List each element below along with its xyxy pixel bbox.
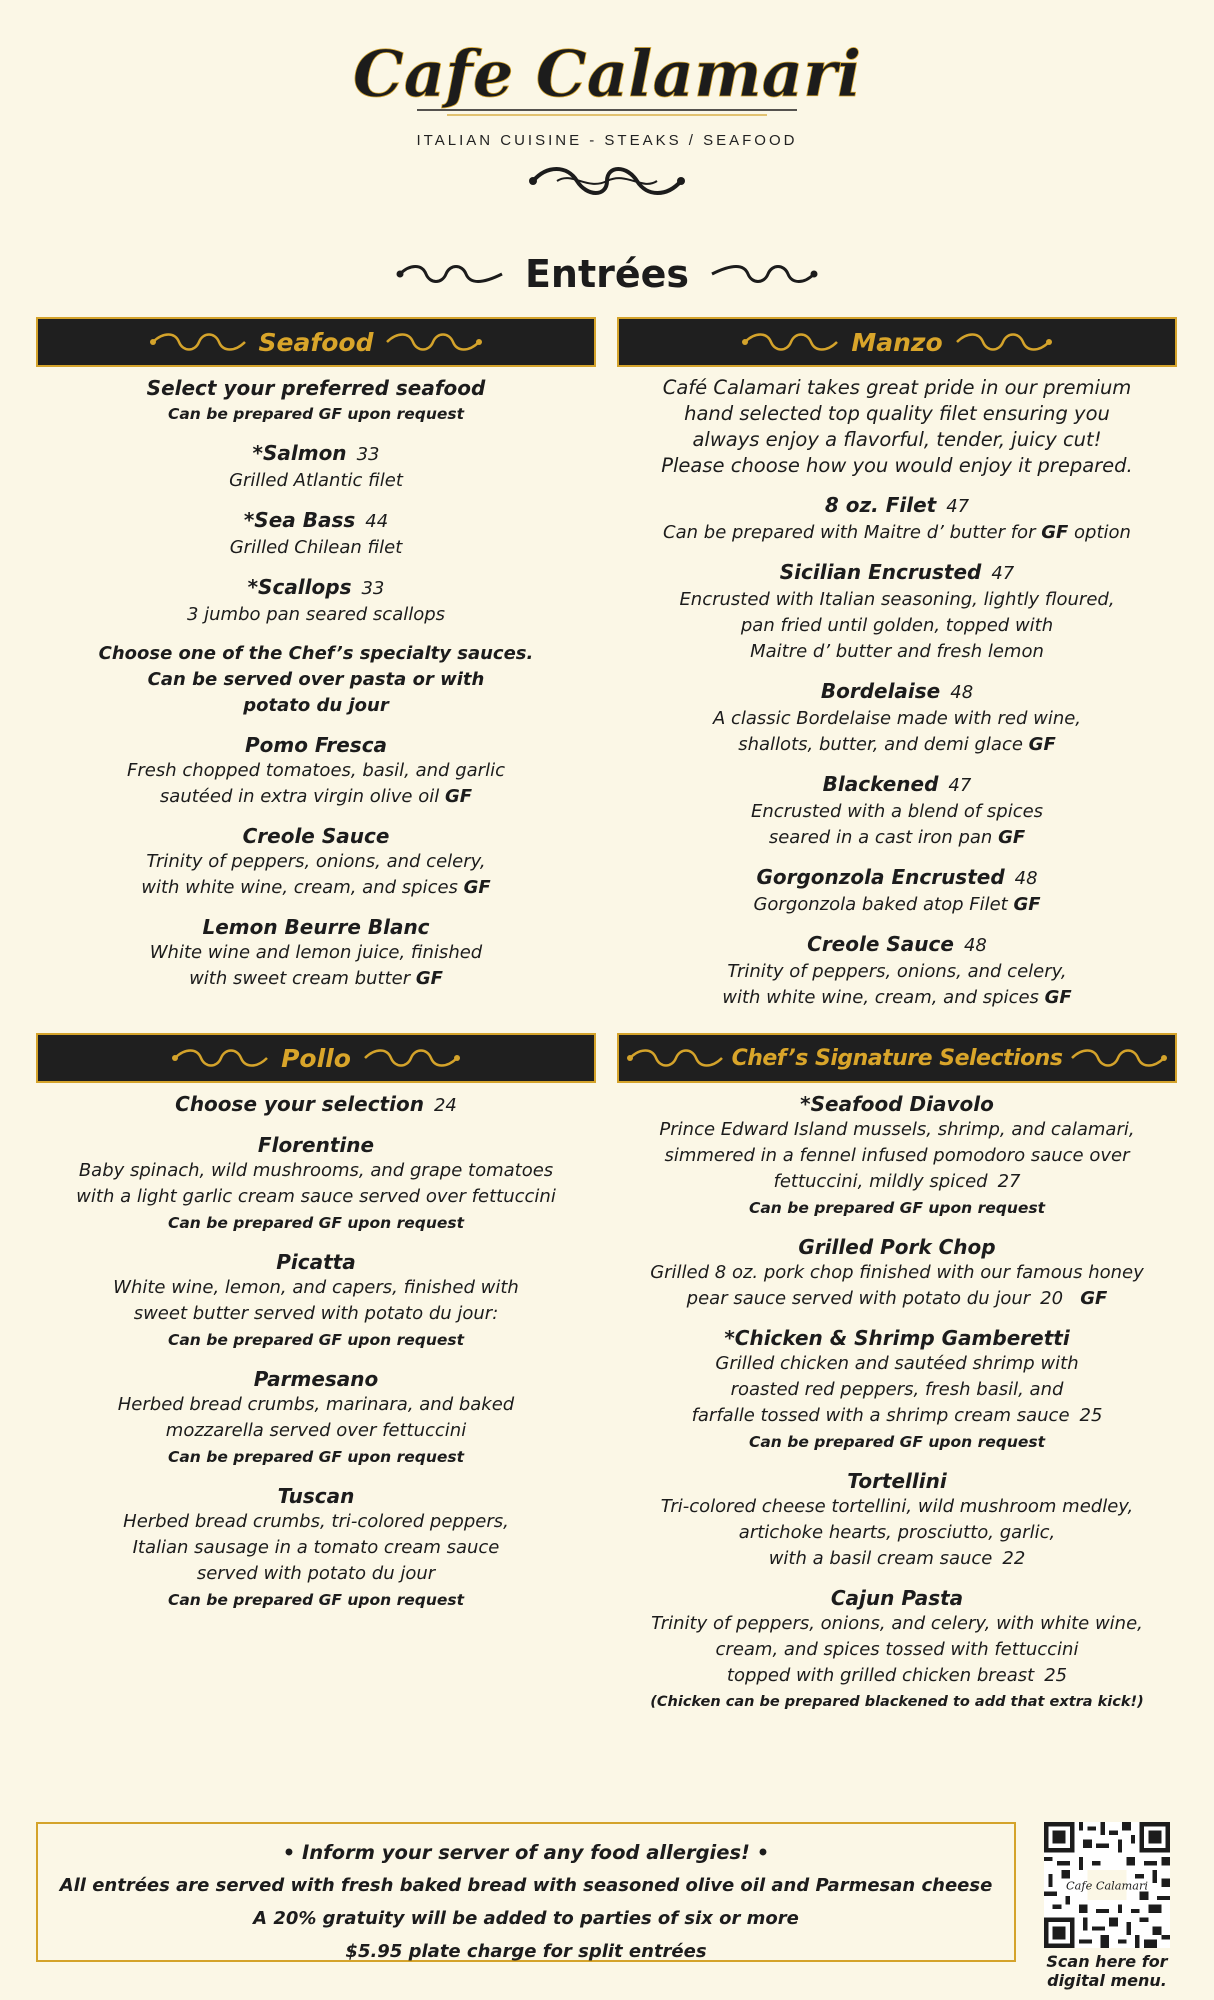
signature-section <box>617 1033 1177 1715</box>
item-desc: Maitre d’ butter and fresh lemon <box>750 641 1044 662</box>
item-desc: Grilled Chilean filet <box>229 537 403 558</box>
sauce-intro-line: potato du jour <box>243 695 389 716</box>
gf-label: GF <box>998 827 1026 848</box>
item-desc: Trinity of peppers, onions, and celery, <box>727 961 1067 982</box>
page-title: Entrées <box>524 252 690 296</box>
qr-code-icon[interactable] <box>1044 1822 1170 1948</box>
seafood-banner <box>36 317 596 367</box>
menu-item <box>617 1585 1177 1715</box>
gf-label: GF <box>1080 1288 1108 1309</box>
banner-flourish-icon <box>383 332 483 352</box>
item-name: *Scallops <box>247 575 352 599</box>
manzo-intro <box>617 375 1177 479</box>
item-desc: roasted red peppers, fresh basil, and <box>730 1379 1064 1400</box>
item-desc: Prince Edward Island mussels, shrimp, and calamari, <box>659 1119 1135 1140</box>
item-desc: White wine and lemon juice, finished <box>149 942 483 963</box>
gf-label: GF <box>1041 522 1069 543</box>
item-desc: seared in a cast iron pan <box>768 827 993 848</box>
item-name: 8 oz. Filet <box>824 493 937 517</box>
menu-item <box>36 914 596 992</box>
intro-line: Café Calamari takes great pride in our premium <box>662 376 1132 399</box>
banner-flourish-icon <box>149 332 249 352</box>
pollo-banner <box>36 1033 596 1083</box>
item-price: 33 <box>356 444 380 465</box>
menu-item <box>36 574 596 628</box>
sauce-intro-line: Choose one of the Chef’s specialty sauces. <box>98 643 534 664</box>
sauce-intro <box>36 641 596 719</box>
qr-caption <box>1034 1952 1180 1990</box>
signature-banner <box>617 1033 1177 1083</box>
item-name: Florentine <box>257 1133 375 1157</box>
item-desc: option <box>1074 522 1131 543</box>
intro-line: Please choose how you would enjoy it prepared. <box>661 454 1133 477</box>
menu-item <box>617 1234 1177 1312</box>
item-desc: Fresh chopped tomatoes, basil, and garlic <box>127 760 505 781</box>
bread-notice: All entrées are served with fresh baked bread with seasoned olive oil and Parmesan cheese <box>59 1875 993 1896</box>
menu-header <box>0 30 1214 199</box>
item-name: Creole Sauce <box>807 932 954 956</box>
item-name: Bordelaise <box>820 679 941 703</box>
menu-item <box>36 732 596 810</box>
left-flourish-icon <box>396 262 506 286</box>
item-note: Can be prepared GF upon request <box>748 1199 1046 1217</box>
gratuity-notice: A 20% gratuity will be added to parties of six or more <box>253 1908 799 1929</box>
gf-label: GF <box>415 968 443 989</box>
item-name: Grilled Pork Chop <box>798 1235 996 1259</box>
gf-label: GF <box>1044 987 1072 1008</box>
gf-label: GF <box>1028 734 1056 755</box>
item-desc: fettuccini, mildly spiced <box>773 1171 988 1192</box>
item-name: *Sea Bass <box>243 508 356 532</box>
item-desc: Gorgonzola baked atop Filet <box>753 894 1008 915</box>
seafood-section <box>36 317 596 992</box>
item-desc: Herbed bread crumbs, tri-colored peppers, <box>123 1511 509 1532</box>
banner-flourish-icon <box>953 332 1053 352</box>
item-price: 47 <box>948 775 972 796</box>
item-desc: with white wine, cream, and spices <box>141 877 458 898</box>
item-desc: pan fried until golden, topped with <box>740 615 1054 636</box>
gf-label: GF <box>463 877 491 898</box>
menu-item <box>36 440 596 494</box>
item-note: Can be prepared GF upon request <box>167 1591 465 1609</box>
item-desc: Italian sausage in a tomato cream sauce <box>132 1537 500 1558</box>
menu-item <box>617 559 1177 665</box>
item-desc: Trinity of peppers, onions, and celery, with white wine, <box>651 1613 1143 1634</box>
item-desc: with a light garlic cream sauce served over fettuccini <box>76 1186 556 1207</box>
item-price: 48 <box>950 682 974 703</box>
item-desc: 3 jumbo pan seared scallops <box>186 604 446 625</box>
menu-item <box>617 1468 1177 1572</box>
gf-label: GF <box>444 786 473 807</box>
item-desc: Baby spinach, wild mushrooms, and grape tomatoes <box>78 1160 554 1181</box>
item-desc: Trinity of peppers, onions, and celery, <box>146 851 486 872</box>
item-name: Picatta <box>276 1250 356 1274</box>
item-price: 44 <box>365 511 389 532</box>
menu-item <box>617 1091 1177 1221</box>
item-name: *Salmon <box>252 441 347 465</box>
item-desc: served with potato du jour <box>196 1563 436 1584</box>
menu-item <box>36 1366 596 1470</box>
item-price: 48 <box>1014 868 1038 889</box>
item-desc: sweet butter served with potato du jour: <box>133 1303 499 1324</box>
item-name: Cajun Pasta <box>830 1586 964 1610</box>
item-name: Lemon Beurre Blanc <box>202 915 430 939</box>
menu-item <box>617 931 1177 1011</box>
allergy-notice: • Inform your server of any food allergies! • <box>282 1841 770 1864</box>
item-desc: topped with grilled chicken breast <box>726 1665 1035 1686</box>
menu-item <box>617 864 1177 918</box>
intro-line: hand selected top quality filet ensuring you <box>684 402 1110 425</box>
item-name: Pomo Fresca <box>244 733 388 757</box>
manzo-banner <box>617 317 1177 367</box>
pollo-choose <box>36 1091 596 1119</box>
item-note: Can be prepared GF upon request <box>167 1448 465 1466</box>
item-name: Sicilian Encrusted <box>779 560 982 584</box>
banner-flourish-icon <box>361 1048 461 1068</box>
gf-label: GF <box>1013 894 1041 915</box>
item-name: *Seafood Diavolo <box>800 1092 994 1116</box>
item-desc: Tri-colored cheese tortellini, wild mushroom medley, <box>660 1496 1134 1517</box>
item-desc: cream, and spices tossed with fettuccini <box>715 1639 1079 1660</box>
item-desc: Encrusted with Italian seasoning, lightly floured, <box>679 589 1115 610</box>
menu-item <box>36 1483 596 1613</box>
item-desc: A classic Bordelaise made with red wine, <box>712 708 1082 729</box>
seafood-intro: Select your preferred seafood <box>146 376 486 400</box>
item-desc: pear sauce served with potato du jour <box>686 1288 1031 1309</box>
item-desc: shallots, butter, and demi glace <box>738 734 1023 755</box>
item-desc: with white wine, cream, and spices <box>722 987 1039 1008</box>
menu-item <box>36 1132 596 1236</box>
item-desc: farfalle tossed with a shrimp cream sauce <box>691 1405 1070 1426</box>
menu-item <box>36 823 596 901</box>
item-price: 48 <box>963 935 987 956</box>
manzo-section <box>617 317 1177 1011</box>
item-price: 25 <box>1044 1665 1068 1686</box>
banner-flourish-icon <box>626 1048 726 1068</box>
menu-item <box>617 492 1177 546</box>
item-desc: Grilled chicken and sautéed shrimp with <box>715 1353 1079 1374</box>
item-note: (Chicken can be prepared blackened to add that extra kick!) <box>650 1694 1144 1710</box>
item-desc: Grilled Atlantic filet <box>229 470 403 491</box>
svg-text:Cafe Calamari: Cafe Calamari <box>1066 1879 1148 1893</box>
menu-item <box>617 771 1177 851</box>
item-price: 47 <box>946 496 970 517</box>
item-name: Parmesano <box>253 1367 379 1391</box>
item-desc: artichoke hearts, prosciutto, garlic, <box>738 1522 1056 1543</box>
item-desc: with sweet cream butter <box>189 968 411 989</box>
item-name: Gorgonzola Encrusted <box>756 865 1005 889</box>
item-note: Can be prepared GF upon request <box>748 1433 1046 1451</box>
item-price: 27 <box>997 1171 1021 1192</box>
item-desc: Can be prepared with Maitre d’ butter for <box>663 522 1036 543</box>
choose-label: Choose your selection <box>175 1092 424 1116</box>
menu-item <box>36 1249 596 1353</box>
item-desc: Herbed bread crumbs, marinara, and baked <box>117 1394 515 1415</box>
item-desc: mozzarella served over fettuccini <box>165 1420 467 1441</box>
item-price: 47 <box>991 563 1015 584</box>
item-note: Can be prepared GF upon request <box>167 1331 465 1349</box>
tagline: ITALIAN CUISINE - STEAKS / SEAFOOD <box>416 132 798 149</box>
intro-line: always enjoy a flavorful, tender, juicy cut! <box>692 428 1102 451</box>
pollo-section <box>36 1033 596 1613</box>
banner-flourish-icon <box>741 332 841 352</box>
item-desc: simmered in a fennel infused pomodoro sauce over <box>664 1145 1130 1166</box>
item-price: 33 <box>361 578 385 599</box>
item-price: 24 <box>433 1095 457 1116</box>
item-name: Tortellini <box>847 1469 947 1493</box>
svg-text:Cafe Calamari: Cafe Calamari <box>352 37 862 112</box>
item-desc: sautéed in extra virgin olive oil <box>159 786 440 807</box>
split-charge-notice: $5.95 plate charge for split entrées <box>345 1941 707 1962</box>
item-desc: with a basil cream sauce <box>768 1548 993 1569</box>
header-flourish-icon <box>527 163 687 199</box>
qr-caption-line: Scan here for <box>1046 1952 1168 1971</box>
item-desc: Grilled 8 oz. pork chop finished with our famous honey <box>650 1262 1144 1283</box>
footer-notice-box <box>36 1822 1016 1962</box>
entrees-heading <box>0 252 1214 296</box>
banner-flourish-icon <box>171 1048 271 1068</box>
item-name: *Chicken & Shrimp Gamberetti <box>724 1326 1070 1350</box>
seafood-title: Seafood <box>258 327 374 357</box>
item-name: Creole Sauce <box>242 824 390 848</box>
item-name: Tuscan <box>277 1484 355 1508</box>
menu-item <box>36 507 596 561</box>
item-desc: White wine, lemon, and capers, finished with <box>113 1277 519 1298</box>
item-price: 22 <box>1002 1548 1026 1569</box>
cafe-calamari-logo <box>352 30 862 130</box>
seafood-intro-note: Can be prepared GF upon request <box>167 405 465 423</box>
sauce-intro-line: Can be served over pasta or with <box>147 669 485 690</box>
item-note: Can be prepared GF upon request <box>167 1214 465 1232</box>
signature-title: Chef’s Signature Selections <box>731 1045 1063 1071</box>
item-name: Blackened <box>822 772 939 796</box>
item-price: 25 <box>1079 1405 1103 1426</box>
pollo-title: Pollo <box>281 1043 351 1073</box>
banner-flourish-icon <box>1068 1048 1168 1068</box>
manzo-title: Manzo <box>851 327 943 357</box>
right-flourish-icon <box>708 262 818 286</box>
menu-item <box>617 678 1177 758</box>
qr-caption-line: digital menu. <box>1047 1971 1167 1990</box>
item-price: 20 <box>1040 1288 1064 1309</box>
item-desc: Encrusted with a blend of spices <box>750 801 1044 822</box>
menu-item <box>617 1325 1177 1455</box>
